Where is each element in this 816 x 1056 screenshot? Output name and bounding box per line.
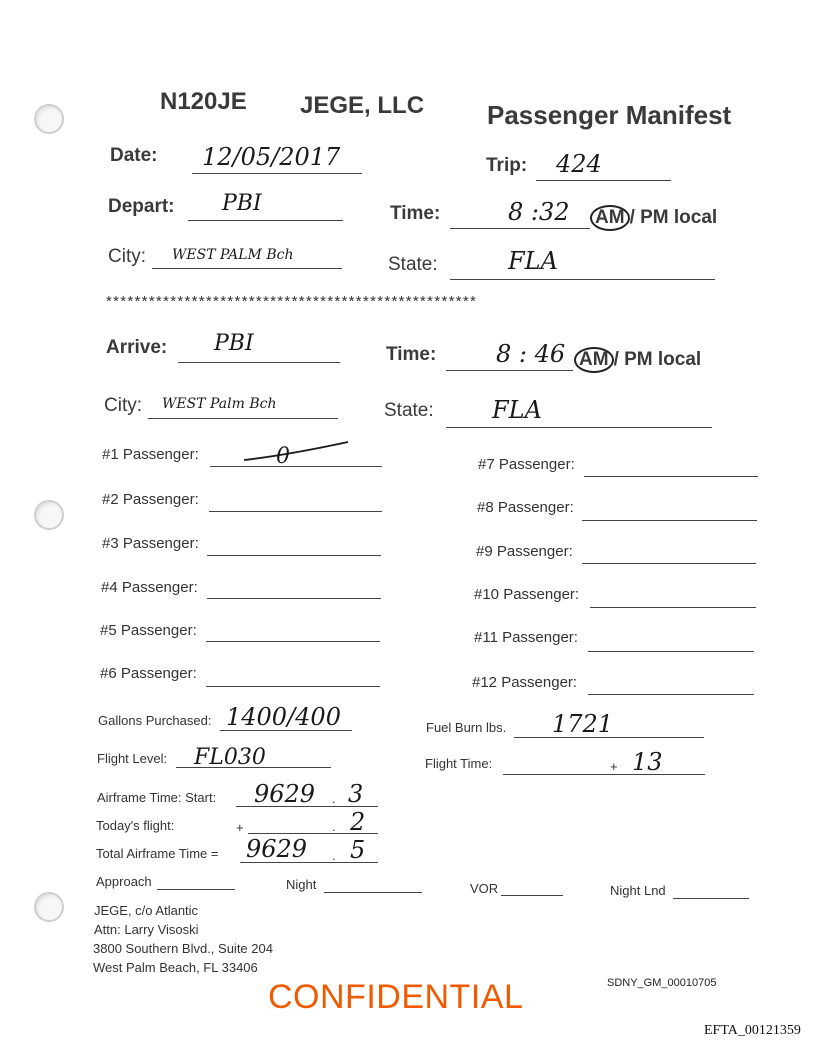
night-lnd-line: [673, 898, 749, 899]
depart-time-value: 8 :32: [508, 198, 570, 226]
address-line-2: Attn: Larry Visoski: [94, 922, 199, 937]
passenger-1-value: 0: [276, 444, 290, 469]
passenger-9-label: #9 Passenger:: [476, 543, 573, 560]
flight-time-plus: +: [610, 759, 618, 774]
depart-state-value: FLA: [508, 247, 558, 275]
flight-level-label: Flight Level:: [97, 751, 168, 766]
trip-label: Trip:: [486, 155, 528, 176]
airframe-start-whole: 9629: [254, 780, 316, 808]
passenger-2-line: [209, 511, 382, 512]
flight-time-line: [503, 774, 705, 775]
todays-flight-tenths: 2: [350, 808, 366, 836]
depart-value: PBI: [222, 191, 262, 216]
trip-value: 424: [556, 150, 602, 178]
passenger-12-line: [588, 694, 754, 695]
bates-number: SDNY_GM_00010705: [607, 977, 717, 989]
depart-city-label: City:: [108, 246, 146, 267]
flight-level-value: FL030: [194, 745, 266, 770]
passenger-11-line: [588, 651, 754, 652]
arrive-underline: [178, 362, 340, 363]
punch-hole-bottom: [34, 892, 64, 922]
date-label: Date:: [110, 145, 158, 166]
passenger-12-label: #12 Passenger:: [472, 674, 578, 691]
total-airframe-whole: 9629: [246, 835, 308, 863]
passenger-1-strike-mark: [240, 438, 352, 464]
airframe-start-label: Airframe Time: Start:: [97, 790, 217, 805]
passenger-6-line: [206, 686, 380, 687]
total-airframe-label: Total Airframe Time =: [96, 846, 219, 861]
night-label: Night: [286, 877, 317, 892]
flight-time-label: Flight Time:: [425, 756, 493, 771]
approach-line: [157, 889, 235, 890]
arrive-label: Arrive:: [106, 337, 168, 358]
passenger-10-label: #10 Passenger:: [474, 586, 580, 603]
depart-time-label: Time:: [390, 203, 441, 224]
airframe-start-dot: .: [332, 791, 336, 806]
vor-label: VOR: [470, 881, 499, 896]
passenger-2-label: #2 Passenger:: [102, 491, 199, 508]
punch-hole-top: [34, 104, 64, 134]
depart-state-underline: [450, 279, 715, 280]
depart-pm-local: / PM local: [629, 207, 718, 228]
passenger-10-line: [590, 607, 756, 608]
arrive-time-underline: [446, 370, 573, 371]
arrive-state-underline: [446, 427, 712, 428]
passenger-11-label: #11 Passenger:: [474, 629, 578, 646]
arrive-time-value: 8 : 46: [496, 340, 566, 368]
address-line-4: West Palm Beach, FL 33406: [93, 960, 258, 975]
arrive-city-value: WEST Palm Bch: [162, 396, 277, 412]
passenger-1-line: [210, 466, 382, 467]
document-title: Passenger Manifest: [487, 100, 732, 130]
gallons-purchased-label: Gallons Purchased:: [98, 713, 212, 728]
arrive-am-pm: [574, 347, 701, 373]
date-value: 12/05/2017: [202, 143, 341, 171]
passenger-8-label: #8 Passenger:: [477, 499, 574, 516]
todays-flight-plus: +: [236, 820, 244, 835]
depart-label: Depart:: [108, 196, 175, 217]
depart-city-underline: [152, 268, 342, 269]
arrive-state-value: FLA: [492, 396, 542, 424]
company-name: JEGE, LLC: [300, 92, 425, 119]
todays-flight-dot: .: [332, 819, 336, 834]
trip-underline: [536, 180, 671, 181]
total-airframe-dot: .: [332, 848, 336, 863]
gallons-purchased-value: 1400/400: [226, 703, 341, 731]
night-line: [324, 892, 422, 893]
arrive-pm-local: / PM local: [613, 349, 702, 370]
passenger-5-label: #5 Passenger:: [100, 622, 197, 639]
passenger-4-label: #4 Passenger:: [101, 579, 198, 596]
section-separator: ****************************************************: [106, 293, 478, 310]
depart-am-pm: [590, 205, 717, 231]
depart-am-circled: AM: [590, 205, 630, 231]
passenger-4-line: [207, 598, 381, 599]
passenger-3-label: #3 Passenger:: [102, 535, 199, 552]
passenger-3-line: [207, 555, 381, 556]
approach-label: Approach: [96, 874, 152, 889]
night-lnd-label: Night Lnd: [610, 883, 666, 898]
fuel-burn-value: 1721: [552, 710, 614, 738]
arrive-city-label: City:: [104, 395, 142, 416]
address-line-1: JEGE, c/o Atlantic: [94, 903, 199, 918]
passenger-8-line: [582, 520, 757, 521]
arrive-am-circled: AM: [574, 347, 614, 373]
punch-hole-middle: [34, 500, 64, 530]
confidential-stamp: CONFIDENTIAL: [268, 978, 524, 1016]
depart-city-value: WEST PALM Bch: [172, 247, 294, 263]
passenger-5-line: [206, 641, 380, 642]
arrive-time-label: Time:: [386, 344, 437, 365]
passenger-7-line: [584, 476, 758, 477]
efta-number: EFTA_00121359: [704, 1023, 801, 1038]
fuel-burn-label: Fuel Burn lbs.: [426, 720, 507, 735]
passenger-1-label: #1 Passenger:: [102, 446, 199, 463]
total-airframe-tenths: 5: [350, 836, 366, 864]
address-line-3: 3800 Southern Blvd., Suite 204: [93, 941, 273, 956]
arrive-city-underline: [148, 418, 338, 419]
passenger-7-label: #7 Passenger:: [478, 456, 575, 473]
flight-time-value: 13: [632, 748, 663, 776]
arrive-state-label: State:: [384, 400, 434, 421]
airframe-start-tenths: 3: [348, 780, 364, 808]
arrive-value: PBI: [214, 331, 254, 356]
todays-flight-label: Today's flight:: [96, 818, 175, 833]
tail-number: N120JE: [160, 88, 247, 115]
depart-time-underline: [450, 228, 590, 229]
passenger-9-line: [582, 563, 756, 564]
passenger-6-label: #6 Passenger:: [100, 665, 197, 682]
depart-underline: [188, 220, 343, 221]
depart-state-label: State:: [388, 254, 438, 275]
date-underline: [192, 173, 362, 174]
vor-line: [501, 895, 563, 896]
